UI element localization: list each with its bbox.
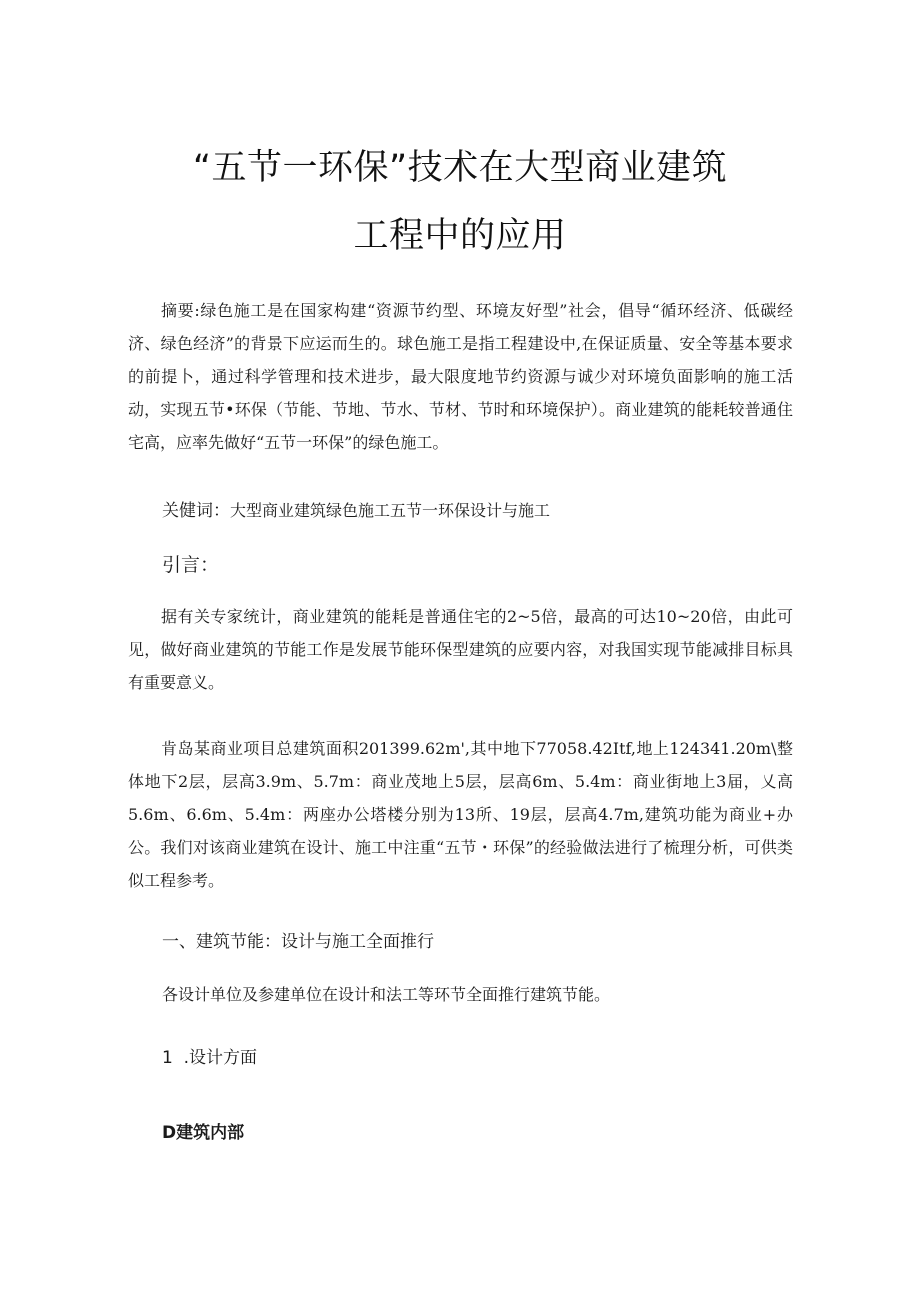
abstract-paragraph: 摘要:绿色施工是在国家构建“资源节约型、环境友好型”社会，倡导“循环经济、低碳经济、绿色经济”的背景下应运而生的。球色施工是指工程建设中,在保证质量、安全等基本要求的前提卜，通过科学管理和技术进步，最大限度地节约资源与诚少对环境负面影响的施工活动，实现五节•环保（节能、节地、节水、节材、节时和环境保护）。商业建筑的能耗较普通住宅高，应率先做好“五节一环保”的绿色施工。 bbox=[128, 301, 793, 452]
project-paragraph: 肯岛某商业项目总建筑面积201399.62m',其中地下77058.42Itf,地上124341.20m\整体地下2层，层高3.9m、5.7m：商业茂地上5层，层高6m、5.4m：商业街地上3届，乂高5.6m、6.6m、5.4m：两座办公塔楼分别为13所、19层，层高4.7m,建筑功能为商业+办公。我们对该商业建筑在设计、施工中注重“五节・环保”的经验做法进行了梳理分析，可供类似工程参考。 bbox=[128, 739, 793, 890]
subsection-1-heading: 1 .设计方面 bbox=[162, 1048, 258, 1068]
document-title-line-1: “五节一环保”技术在大型商业建筑 bbox=[192, 148, 728, 188]
keywords-label: 关健词： bbox=[162, 501, 230, 521]
section-1-heading: 一、建筑节能：设计与施工全面推行 bbox=[162, 932, 434, 952]
keywords-text: 大型商业建筑绿色施工五节一环保设计与施工 bbox=[230, 501, 551, 520]
keywords-line bbox=[162, 499, 550, 523]
section-1-intro: 各设计单位及参建单位在设计和法工等环节全面推行建筑节能。 bbox=[162, 985, 611, 1004]
document-title-line-2: 工程中的应用 bbox=[353, 216, 567, 256]
introduction-heading: 引言： bbox=[162, 554, 220, 576]
subsubsection-1-heading: D建筑内部 bbox=[162, 1123, 245, 1143]
statistics-paragraph: 据有关专家统计，商业建筑的能耗是普通住宅的2~5倍，最高的可达10~20倍，由此可见，做好商业建筑的节能工作是发展节能环保型建筑的应要内容，对我国实现节能减排目标具有重要意义。 bbox=[128, 607, 793, 692]
